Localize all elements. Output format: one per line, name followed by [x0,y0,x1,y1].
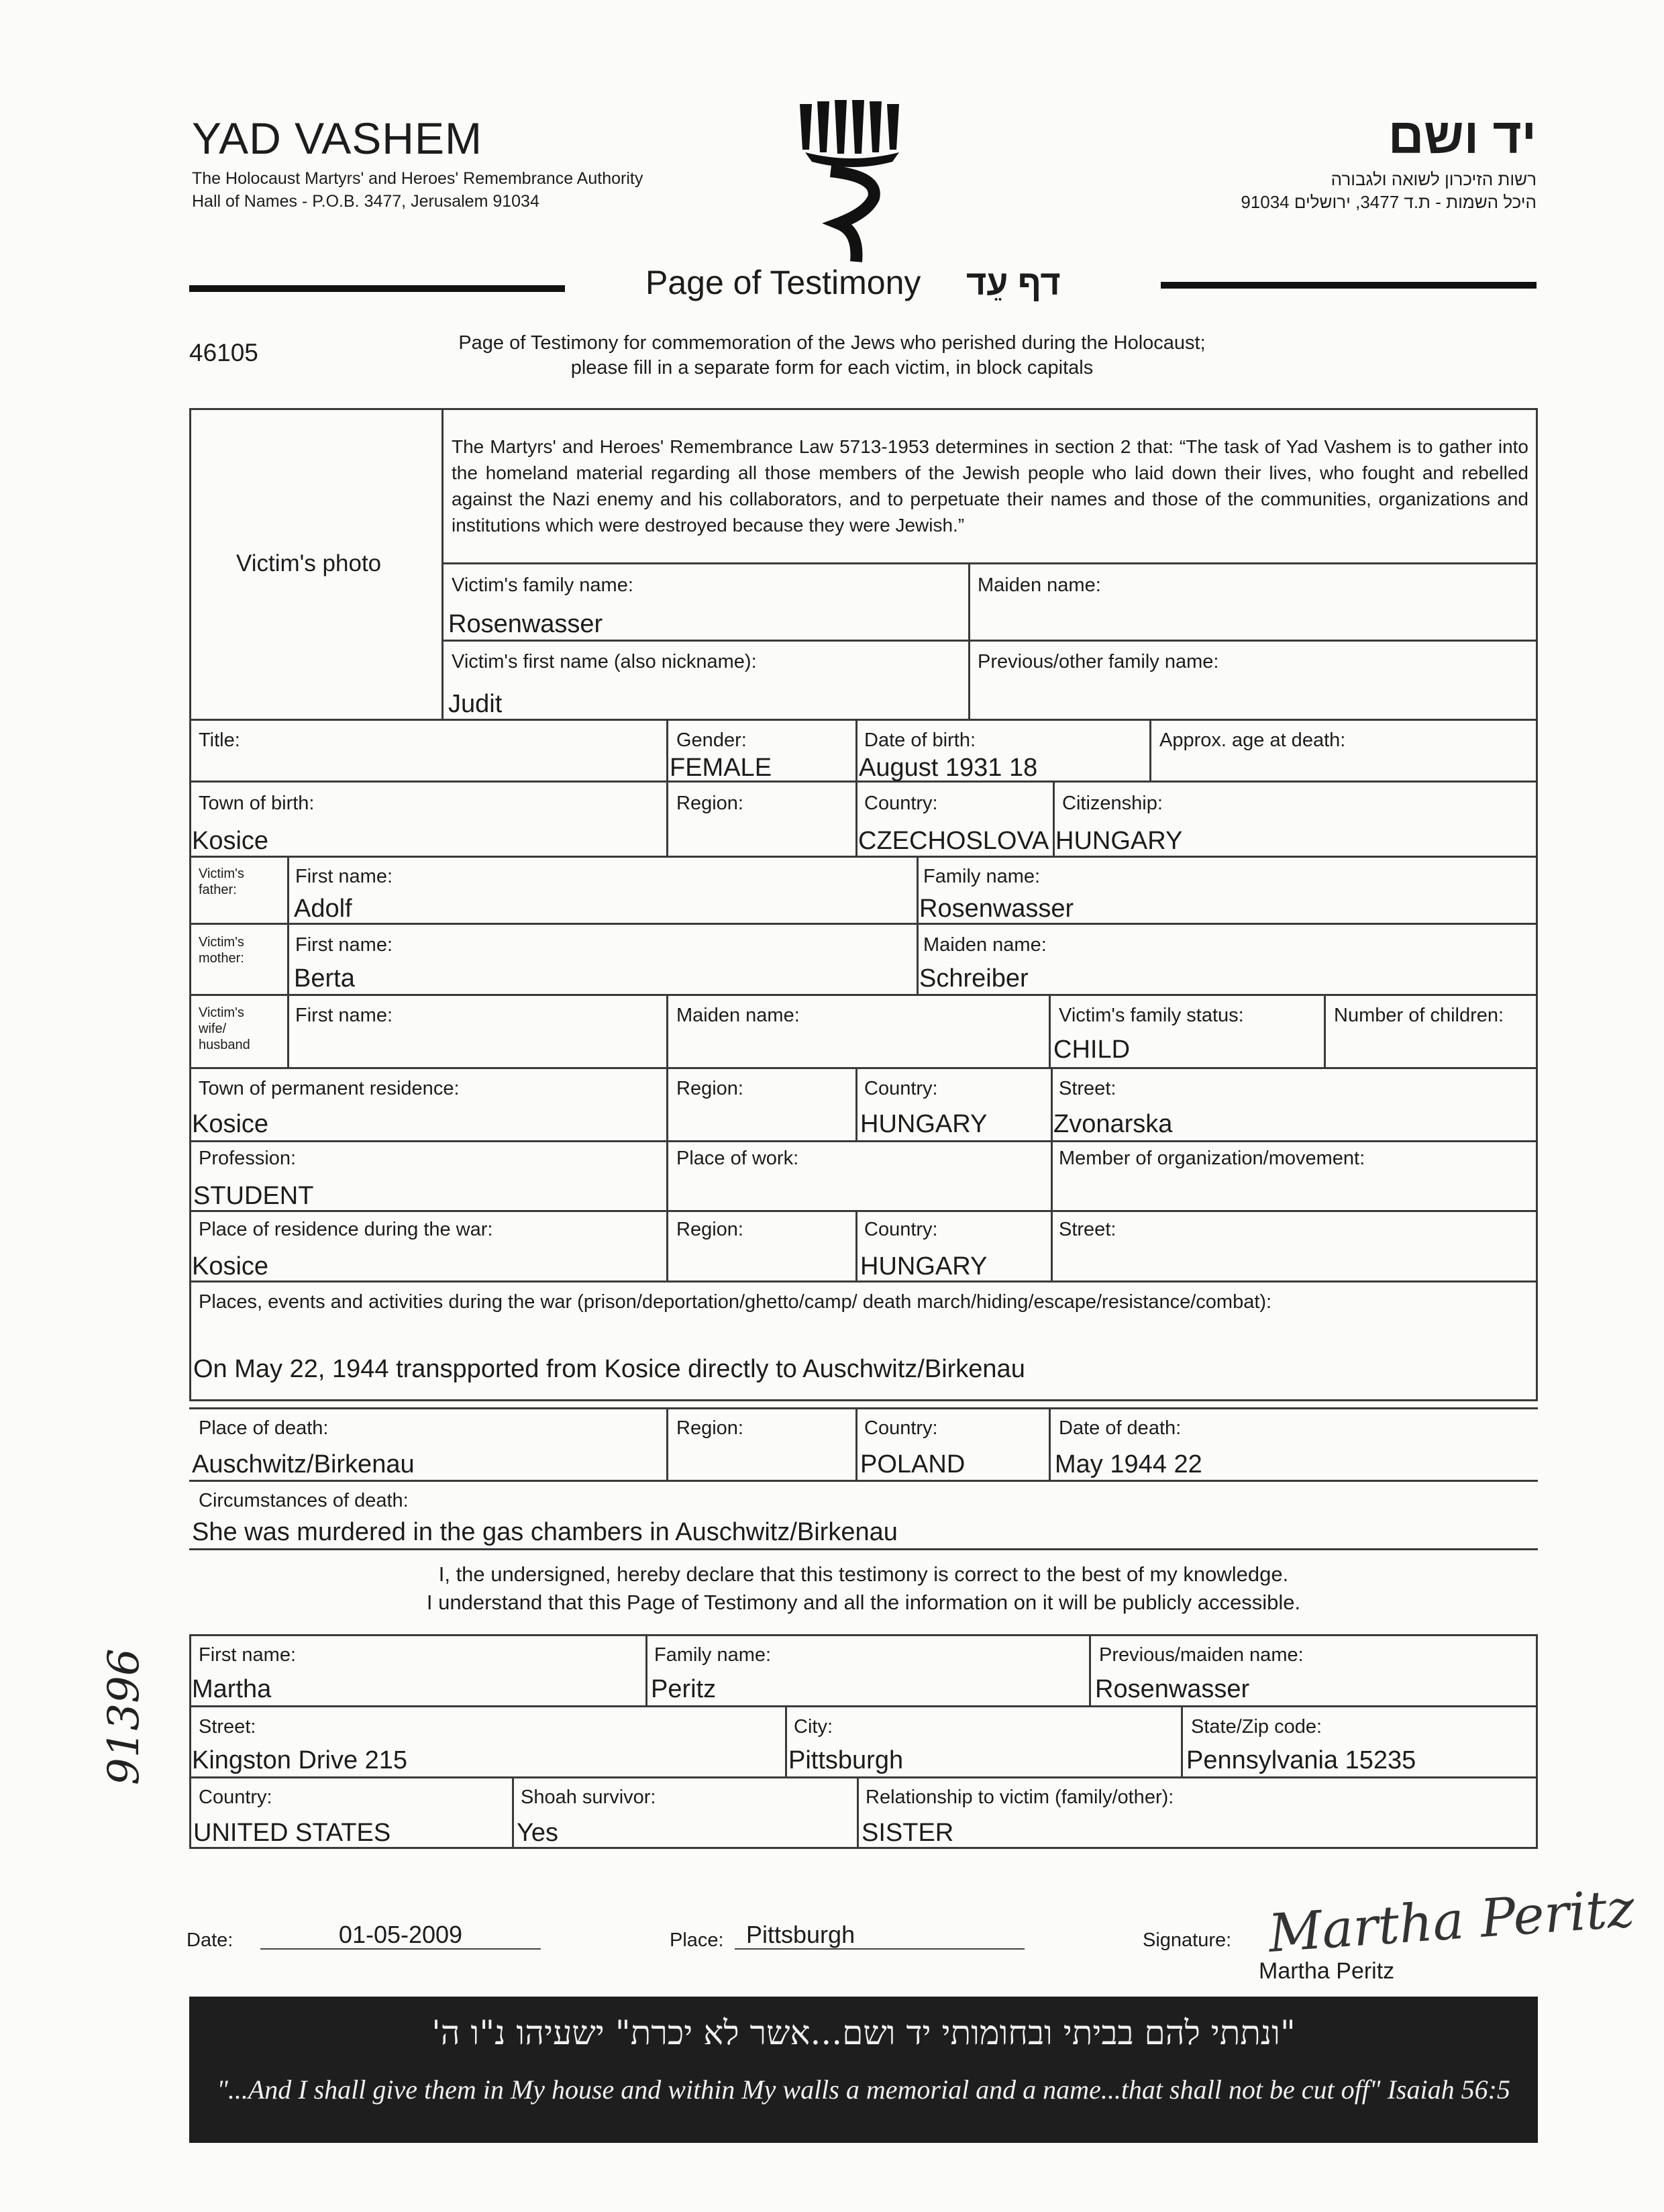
gender-value[interactable]: FEMALE [670,754,772,782]
events-value[interactable]: On May 22, 1944 transpported from Kosice directly to Auschwitz/Birkenau [193,1355,1025,1383]
birth-town-value[interactable]: Kosice [192,827,269,855]
family-status-value[interactable]: CHILD [1053,1036,1131,1064]
org-name-he: יד ושם [1388,108,1537,164]
member-label: Member of organization/movement: [1059,1148,1365,1169]
form-number: 46105 [189,339,258,366]
events-label: Places, events and activities during the war (prison/deportation/ghetto/camp/ death march/hiding/escape/resistance/combat): [199,1291,1272,1313]
relation-value[interactable]: SISTER [862,1819,954,1847]
submitter-city-label: City: [794,1716,833,1738]
submitter-first-label: First name: [199,1644,297,1666]
maiden-name-label: Maiden name: [978,574,1101,596]
date-label: Date: [187,1929,233,1951]
dob-label: Date of birth: [864,730,976,751]
signature-handwritten: Martha Peritz [1266,1878,1636,1964]
death-country-label: Country: [864,1417,938,1439]
work-place-label: Place of work: [676,1148,799,1169]
place-value[interactable]: Pittsburgh [746,1921,855,1948]
signature-name: Martha Peritz [1259,1958,1395,1984]
page-title-he: דף עֵד [966,264,1061,303]
war-country-label: Country: [864,1219,938,1240]
authority-en: The Holocaust Martyrs' and Heroes' Remembrance Authority [192,169,643,188]
header-rule-right [1161,282,1537,289]
date-value[interactable]: 01-05-2009 [338,1921,463,1948]
death-place-label: Place of death: [199,1417,329,1439]
submitter-state-label: State/Zip code: [1191,1716,1322,1738]
banner-hebrew: "ונתתי להם בביתי ובחומותי יד ושם...אשר לא יכרת" ישעיהו נ"ו ה' [431,2013,1296,2052]
children-label: Number of children: [1334,1005,1504,1026]
profession-label: Profession: [199,1148,297,1169]
submitter-prev-label: Previous/maiden name: [1099,1644,1304,1666]
law-text: The Martyrs' and Heroes' Remembrance Law 5713-1953 determines in section 2 that: “The task of Yad Vashem is to gather into the homeland material regarding all those members of the Jewish people who laid down their lives, who fought and rebelled against the Nazi enemy and his collaborators, and to perpetuate their names and those of the communities, organizations and institutions which were destroyed because they were Jewish.” [452,436,1528,536]
place-label: Place: [670,1929,724,1951]
gender-label: Gender: [676,730,747,751]
war-region-label: Region: [676,1219,743,1240]
family-name-value[interactable]: Rosenwasser [448,610,603,638]
birth-country-label: Country: [864,793,938,814]
birth-region-label: Region: [676,793,743,814]
war-street-label: Street: [1059,1219,1116,1240]
yad-vashem-logo [792,97,913,265]
mother-first-label: First name: [295,934,393,956]
mother-first-value[interactable]: Berta [294,964,355,993]
profession-value[interactable]: STUDENT [193,1182,314,1210]
death-country-value[interactable]: POLAND [860,1450,966,1478]
submitter-prev-value[interactable]: Rosenwasser [1095,1675,1250,1703]
death-region-label: Region: [676,1417,743,1439]
banner-english: "...And I shall give them in My house and within My walls a memorial and a name...that shall not be cut off" Isaiah 56:5 [217,2074,1510,2105]
survivor-label: Shoah survivor: [521,1787,656,1808]
war-place-value[interactable]: Kosice [192,1252,269,1280]
submitter-first-value[interactable]: Martha [192,1675,272,1703]
declaration-line-1: I, the undersigned, hereby declare that this testimony is correct to the best of my knowledge. [438,1562,1289,1586]
submitter-state-value[interactable]: Pennsylvania 15235 [1186,1746,1416,1774]
residence-town-value[interactable]: Kosice [192,1110,269,1138]
survivor-value[interactable]: Yes [517,1819,558,1847]
war-country-value[interactable]: HUNGARY [860,1252,988,1280]
death-place-value[interactable]: Auschwitz/Birkenau [192,1450,415,1478]
submitter-family-value[interactable]: Peritz [651,1675,717,1703]
residence-street-label: Street: [1059,1078,1116,1099]
mother-maiden-label: Maiden name: [923,934,1047,956]
death-date-label: Date of death: [1059,1417,1182,1439]
residence-country-label: Country: [864,1078,938,1099]
submitter-country-label: Country: [199,1787,272,1808]
death-circ-label: Circumstances of death: [199,1490,409,1511]
residence-country-value[interactable]: HUNGARY [860,1110,988,1138]
spouse-maiden-label: Maiden name: [676,1005,800,1026]
address-en: Hall of Names - P.O.B. 3477, Jerusalem 91034 [192,192,539,211]
family-name-label: Victim's family name: [452,574,633,596]
father-first-label: First name: [295,866,393,887]
birth-town-label: Town of birth: [199,793,315,814]
margin-number: 91396 [99,1648,149,1785]
declaration-line-2: I understand that this Page of Testimony and all the information on it will be publicly accessible. [426,1591,1301,1614]
residence-region-label: Region: [676,1078,743,1099]
spouse-first-label: First name: [295,1005,393,1026]
birth-country-value[interactable]: CZECHOSLOVA [858,827,1049,855]
subtitle-line-2: please fill in a separate form for each victim, in block capitals [570,357,1094,379]
mother-maiden-value[interactable]: Schreiber [919,964,1029,993]
age-label: Approx. age at death: [1159,730,1346,751]
header-rule-left [189,285,565,292]
father-first-value[interactable]: Adolf [294,895,352,923]
dob-value[interactable]: August 1931 18 [859,754,1038,782]
submitter-frame [189,1634,1538,1849]
death-circ-value[interactable]: She was murdered in the gas chambers in Auschwitz/Birkenau [192,1518,898,1546]
address-he: היכל השמות - ת.ד 3477, ירושלים 91034 [1241,192,1537,212]
subtitle-line-1: Page of Testimony for commemoration of the Jews who perished during the Holocaust; [458,332,1206,354]
family-status-label: Victim's family status: [1059,1005,1244,1026]
spouse-side-label: Victim's wife/ husband [199,1005,250,1052]
residence-town-label: Town of permanent residence: [199,1078,460,1099]
death-date-value[interactable]: May 1944 22 [1055,1450,1202,1478]
mother-side-label: Victim's mother: [199,935,244,966]
title-label: Title: [199,730,240,751]
photo-label: Victim's photo [236,550,382,576]
first-name-value[interactable]: Judit [448,690,503,718]
residence-street-value[interactable]: Zvonarska [1053,1110,1173,1138]
prev-family-label: Previous/other family name: [978,651,1219,672]
signature-label: Signature: [1143,1929,1232,1951]
relation-label: Relationship to victim (family/other): [866,1787,1174,1808]
war-place-label: Place of residence during the war: [199,1219,493,1240]
citizenship-label: Citizenship: [1062,793,1163,814]
father-family-label: Family name: [923,866,1041,887]
authority-he: רשות הזיכרון לשואה ולגבורה [1331,169,1537,189]
citizenship-value[interactable]: HUNGARY [1055,827,1183,855]
father-family-value[interactable]: Rosenwasser [919,895,1074,923]
page-title: Page of Testimony [645,264,921,301]
father-side-label: Victim's father: [199,866,244,897]
first-name-label: Victim's first name (also nickname): [452,651,757,672]
submitter-family-label: Family name: [654,1644,772,1666]
submitter-country-value[interactable]: UNITED STATES [193,1819,391,1847]
submitter-street-label: Street: [199,1716,256,1738]
submitter-street-value[interactable]: Kingston Drive 215 [192,1746,408,1774]
org-name-en: YAD VASHEM [192,113,482,163]
submitter-city-value[interactable]: Pittsburgh [788,1746,904,1774]
